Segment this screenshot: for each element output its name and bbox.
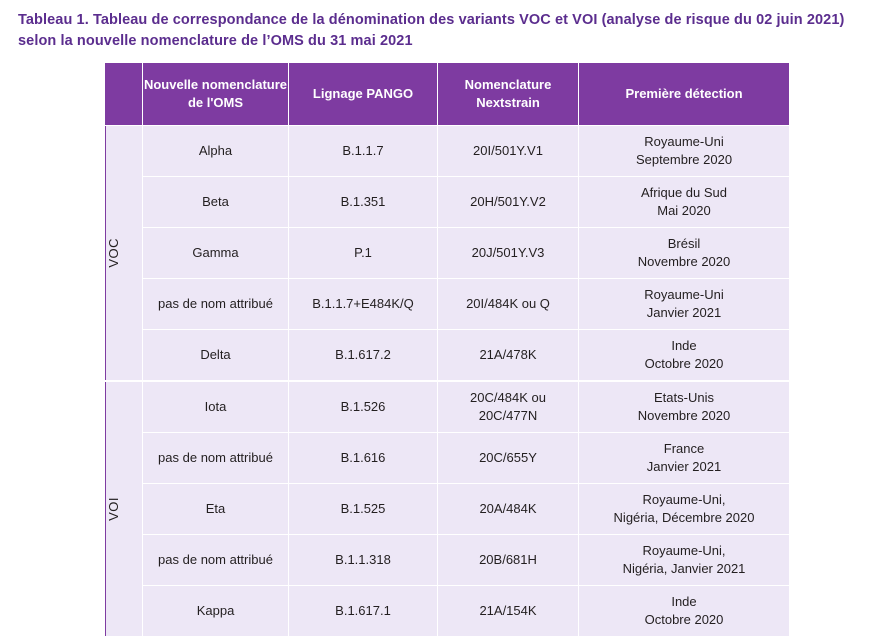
cell-detection-line1: France xyxy=(663,440,705,456)
table-row xyxy=(106,535,790,586)
cell-pango: B.1.617.1 xyxy=(289,586,438,637)
group-label-voc xyxy=(106,126,143,382)
cell-nextstrain: 20B/681H xyxy=(438,535,579,586)
cell-detection-line2: Janvier 2021 xyxy=(646,305,722,320)
cell-pango: B.1.525 xyxy=(289,484,438,535)
cell-detection xyxy=(579,586,790,637)
cell-detection xyxy=(579,433,790,484)
group-label-voi xyxy=(106,381,143,637)
cell-nextstrain: 21A/154K xyxy=(438,586,579,637)
cell-detection-line2: Mai 2020 xyxy=(657,203,711,218)
cell-detection xyxy=(579,484,790,535)
cell-nextstrain: 21A/478K xyxy=(438,330,579,382)
cell-detection xyxy=(579,535,790,586)
cell-detection-line2: Novembre 2020 xyxy=(637,254,731,269)
cell-pango: P.1 xyxy=(289,228,438,279)
group-label-voc-text: VOC xyxy=(106,238,121,268)
table-row xyxy=(106,381,790,433)
column-header-pango: Lignage PANGO xyxy=(289,63,438,126)
cell-nextstrain: 20I/501Y.V1 xyxy=(438,126,579,177)
cell-nextstrain: 20C/655Y xyxy=(438,433,579,484)
cell-oms: pas de nom attribué xyxy=(143,279,289,330)
column-header-oms: Nouvelle nomenclature de l'OMS xyxy=(143,63,289,126)
cell-nextstrain-line1: 20C/484K ou xyxy=(470,389,546,405)
cell-detection-line1: Etats-Unis xyxy=(654,389,714,405)
cell-pango: B.1.1.7+E484K/Q xyxy=(289,279,438,330)
cell-oms: Beta xyxy=(143,177,289,228)
cell-detection-line1: Royaume-Uni, xyxy=(642,491,726,507)
column-header-group xyxy=(106,63,143,126)
cell-detection-line1: Afrique du Sud xyxy=(640,184,727,200)
cell-nextstrain xyxy=(438,381,579,433)
table-row xyxy=(106,177,790,228)
cell-nextstrain-line2: 20C/477N xyxy=(478,408,538,423)
cell-detection xyxy=(579,381,790,433)
cell-detection xyxy=(579,228,790,279)
cell-detection-line1: Brésil xyxy=(667,235,701,251)
cell-pango: B.1.617.2 xyxy=(289,330,438,382)
cell-pango: B.1.616 xyxy=(289,433,438,484)
cell-detection-line2: Octobre 2020 xyxy=(644,612,724,627)
cell-detection-line2: Janvier 2021 xyxy=(646,459,722,474)
cell-detection-line1: Inde xyxy=(671,593,697,609)
cell-nextstrain: 20H/501Y.V2 xyxy=(438,177,579,228)
table-row xyxy=(106,126,790,177)
cell-nextstrain: 20J/501Y.V3 xyxy=(438,228,579,279)
table-body xyxy=(106,126,790,637)
cell-nextstrain: 20A/484K xyxy=(438,484,579,535)
cell-detection xyxy=(579,330,790,382)
cell-oms: Gamma xyxy=(143,228,289,279)
cell-detection-line2: Octobre 2020 xyxy=(644,356,724,371)
table-row xyxy=(106,433,790,484)
table-row xyxy=(106,330,790,382)
cell-detection-line1: Royaume-Uni xyxy=(644,133,724,149)
cell-pango: B.1.1.318 xyxy=(289,535,438,586)
cell-detection-line1: Royaume-Uni xyxy=(644,286,724,302)
cell-oms: Delta xyxy=(143,330,289,382)
group-label-voi-text: VOI xyxy=(106,497,121,521)
table-row xyxy=(106,484,790,535)
cell-pango: B.1.351 xyxy=(289,177,438,228)
cell-detection xyxy=(579,279,790,330)
cell-detection-line1: Inde xyxy=(671,337,697,353)
cell-oms: pas de nom attribué xyxy=(143,433,289,484)
table-header xyxy=(106,63,790,126)
cell-detection xyxy=(579,126,790,177)
cell-detection-line2: Septembre 2020 xyxy=(635,152,733,167)
cell-detection xyxy=(579,177,790,228)
table-header-row xyxy=(106,63,790,126)
cell-oms: pas de nom attribué xyxy=(143,535,289,586)
cell-oms: Alpha xyxy=(143,126,289,177)
cell-nextstrain: 20I/484K ou Q xyxy=(438,279,579,330)
cell-oms: Iota xyxy=(143,381,289,433)
column-header-detection: Première détection xyxy=(579,63,790,126)
column-header-nextstrain: Nomenclature Nextstrain xyxy=(438,63,579,126)
cell-pango: B.1.526 xyxy=(289,381,438,433)
cell-detection-line2: Nigéria, Décembre 2020 xyxy=(613,510,755,525)
table-row xyxy=(106,228,790,279)
cell-oms: Eta xyxy=(143,484,289,535)
variants-table xyxy=(105,62,790,637)
table-row xyxy=(106,279,790,330)
cell-oms: Kappa xyxy=(143,586,289,637)
cell-detection-line2: Novembre 2020 xyxy=(637,408,731,423)
variants-table-container xyxy=(105,62,790,637)
cell-pango: B.1.1.7 xyxy=(289,126,438,177)
table-row xyxy=(106,586,790,637)
cell-detection-line1: Royaume-Uni, xyxy=(642,542,726,558)
cell-detection-line2: Nigéria, Janvier 2021 xyxy=(622,561,746,576)
table-caption: Tableau 1. Tableau de correspondance de la dénomination des variants VOC et VOI (analyse de risque du 02 juin 2021) selon la nouvelle nomenclature de l’OMS du 31 mai 2021 xyxy=(18,12,845,50)
